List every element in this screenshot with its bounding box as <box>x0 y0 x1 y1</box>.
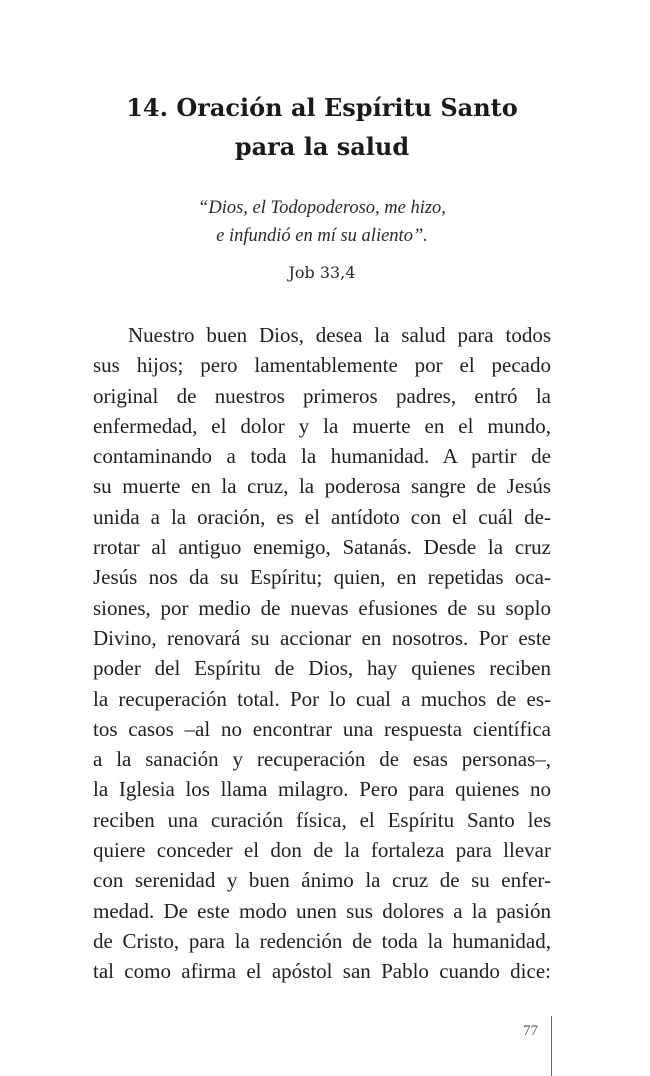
body-line: siones, por medio de nuevas efusiones de su soplo <box>93 595 551 620</box>
chapter-title-line-2: para la salud <box>234 132 410 161</box>
body-line: tal como afirma el apóstol san Pablo cuando dice: <box>93 959 551 984</box>
body-line: sus hijos; pero lamentablemente por el pecado <box>93 353 551 378</box>
body-line: original de nuestros primeros padres, entró la <box>93 383 551 408</box>
body-line: la Iglesia los llama milagro. Pero para quienes no <box>93 777 551 802</box>
body-line: la recuperación total. Por lo cual a muchos de es- <box>93 686 551 711</box>
page-number: 77 <box>523 1023 538 1039</box>
body-line: su muerte en la cruz, la poderosa sangre de Jesús <box>93 474 551 499</box>
epigraph-quote <box>92 194 552 250</box>
body-line: Divino, renovará su accionar en nosotros. Por este <box>93 625 551 650</box>
body-line: quiere conceder el don de la fortaleza para llevar <box>93 838 551 863</box>
epigraph-citation: Job 33,4 <box>288 263 356 282</box>
body-line: con serenidad y buen ánimo la cruz de su enfer- <box>93 868 551 893</box>
body-line: Jesús nos da su Espíritu; quien, en repetidas oca- <box>93 565 551 590</box>
body-line: unida a la oración, es el antídoto con el cuál de- <box>93 504 551 529</box>
body-line: Nuestro buen Dios, desea la salud para todos <box>128 323 551 347</box>
page-number-rule <box>551 1016 552 1076</box>
body-line: tos casos –al no encontrar una respuesta científica <box>93 716 551 741</box>
body-line: medad. De este modo unen sus dolores a la pasión <box>93 898 551 923</box>
body-line: de Cristo, para la redención de toda la humanidad, <box>93 928 551 953</box>
epigraph-line-2: e infundió en mí su aliento”. <box>216 226 428 246</box>
body-line: a la sanación y recuperación de esas personas–, <box>93 747 551 772</box>
body-line: enfermedad, el dolor y la muerte en el mundo, <box>93 413 551 438</box>
body-line: poder del Espíritu de Dios, hay quienes reciben <box>93 656 551 681</box>
body-line: reciben una curación física, el Espíritu Santo les <box>93 807 551 832</box>
chapter-title <box>92 88 552 166</box>
body-line: rrotar al antiguo enemigo, Satanás. Desde la cruz <box>93 535 551 560</box>
chapter-title-line-1: 14. Oración al Espíritu Santo <box>126 93 518 122</box>
body-line: contaminando a toda la humanidad. A partir de <box>93 444 551 469</box>
epigraph-line-1: “Dios, el Todopoderoso, me hizo, <box>198 198 446 218</box>
body-paragraph <box>93 320 551 987</box>
